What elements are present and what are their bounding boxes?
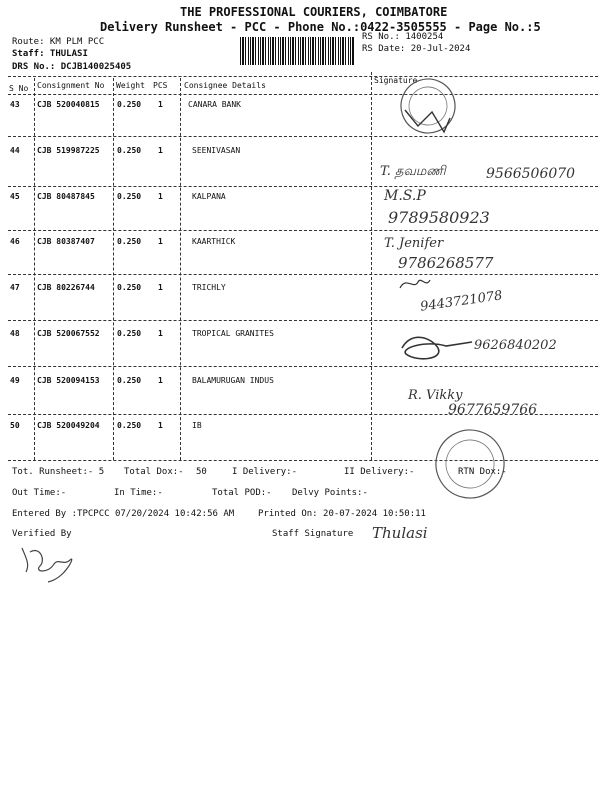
in-time: In Time:- [114, 488, 163, 498]
total-pod: Total POD:- [212, 488, 272, 498]
handwritten-name-46: T. Jenifer [384, 236, 444, 251]
tot-runsheet: Tot. Runsheet:- 5 [12, 467, 105, 477]
row-consignee: BALAMURUGAN INDUS [192, 376, 274, 385]
row-weight: 0.250 [117, 376, 142, 385]
row-consignment: CJB 519987225 [37, 146, 100, 155]
row-consignee: KALPANA [192, 192, 226, 201]
verified-signature [22, 548, 72, 582]
col-weight: Weight [116, 81, 145, 90]
row-sno: 47 [10, 283, 20, 292]
col-sno: S No [9, 84, 29, 93]
handwritten-phone-45: 9789580923 [388, 208, 490, 227]
out-time: Out Time:- [12, 488, 67, 498]
row-consignment: CJB 80387407 [37, 237, 95, 246]
row-consignee: KAARTHICK [192, 237, 236, 246]
staff-signature: Thulasi [372, 524, 428, 542]
ii-delivery: II Delivery:- [344, 467, 415, 477]
row-pcs: 1 [158, 376, 163, 385]
row-consignment: CJB 520049204 [37, 421, 100, 430]
company-title: THE PROFESSIONAL COURIERS, COIMBATORE [180, 5, 448, 19]
row-pcs: 1 [158, 100, 163, 109]
row-weight: 0.250 [117, 237, 142, 246]
row-sno: 49 [10, 376, 20, 385]
handwritten-phone-46: 9786268577 [398, 254, 494, 272]
row-consignee: IB [192, 421, 202, 430]
row-weight: 0.250 [117, 329, 142, 338]
rs-date: RS Date: 20-Jul-2024 [362, 44, 471, 54]
row-weight: 0.250 [117, 192, 142, 201]
row-pcs: 1 [158, 421, 163, 430]
row-sno: 45 [10, 192, 20, 201]
staff-signature-label: Staff Signature [272, 529, 354, 539]
verified-by: Verified By [12, 529, 72, 539]
row-sno: 43 [10, 100, 20, 109]
row-sno: 44 [10, 146, 20, 155]
entered-by: Entered By :TPCPCC 07/20/2024 10:42:56 AM [12, 509, 235, 519]
delvy-points: Delvy Points:- [292, 488, 368, 498]
row-consignee: CANARA BANK [188, 100, 241, 109]
handwritten-name-44: T. தவமணி [380, 164, 446, 179]
row-consignment: CJB 520040815 [37, 100, 100, 109]
row-pcs: 1 [158, 192, 163, 201]
row-consignee: TRICHLY [192, 283, 226, 292]
row-weight: 0.250 [117, 283, 142, 292]
row-weight: 0.250 [117, 100, 142, 109]
runsheet-title: Delivery Runsheet - PCC - Phone No.:0422-3505555 - Page No.:5 [100, 20, 541, 34]
row-consignee: TROPICAL GRANITES [192, 329, 274, 338]
row-consignee: SEENIVASAN [192, 146, 241, 155]
row-sno: 50 [10, 421, 20, 430]
row-consignment: CJB 80226744 [37, 283, 95, 292]
i-delivery: I Delivery:- [232, 467, 298, 477]
handwritten-phone-48: 9626840202 [474, 338, 557, 353]
handwritten-name-45: M.S.P [384, 188, 426, 204]
handwritten-name-49: R. Vikky [408, 388, 463, 403]
signature-scribble-47 [400, 280, 430, 288]
row-sno: 46 [10, 237, 20, 246]
col-consignment: Consignment No [37, 81, 105, 90]
row-consignment: CJB 80487845 [37, 192, 95, 201]
row-pcs: 1 [158, 329, 163, 338]
handwritten-phone-44: 9566506070 [486, 166, 576, 182]
route-label: Route: KM PLM PCC [12, 37, 105, 47]
row-pcs: 1 [158, 237, 163, 246]
col-signature: Signature [374, 76, 418, 85]
row-weight: 0.250 [117, 421, 142, 430]
total-dox-label: Total Dox:- [124, 467, 184, 477]
col-pcs: PCS [153, 81, 168, 90]
row-pcs: 1 [158, 146, 163, 155]
rs-number: RS No.: 1400254 [362, 32, 444, 42]
staff-label: Staff: THULASI [12, 49, 88, 59]
handwritten-phone-49: 9677659766 [448, 402, 538, 418]
row-weight: 0.250 [117, 146, 142, 155]
rtn-dox: RTN Dox:- [458, 467, 507, 477]
row-consignment: CJB 520094153 [37, 376, 100, 385]
row-pcs: 1 [158, 283, 163, 292]
stamp-post-office [428, 422, 511, 505]
printed-on: Printed On: 20-07-2024 10:50:11 [258, 509, 426, 519]
signature-scribble-48 [402, 337, 472, 359]
row-consignment: CJB 520067552 [37, 329, 100, 338]
row-sno: 48 [10, 329, 20, 338]
drs-number: DRS No.: DCJB140025405 [12, 62, 132, 72]
handwritten-phone-47: 9443721078 [419, 288, 504, 315]
stamp-canara-bank [393, 71, 462, 140]
col-consignee: Consignee Details [184, 81, 266, 90]
total-dox-value: 50 [196, 467, 207, 477]
